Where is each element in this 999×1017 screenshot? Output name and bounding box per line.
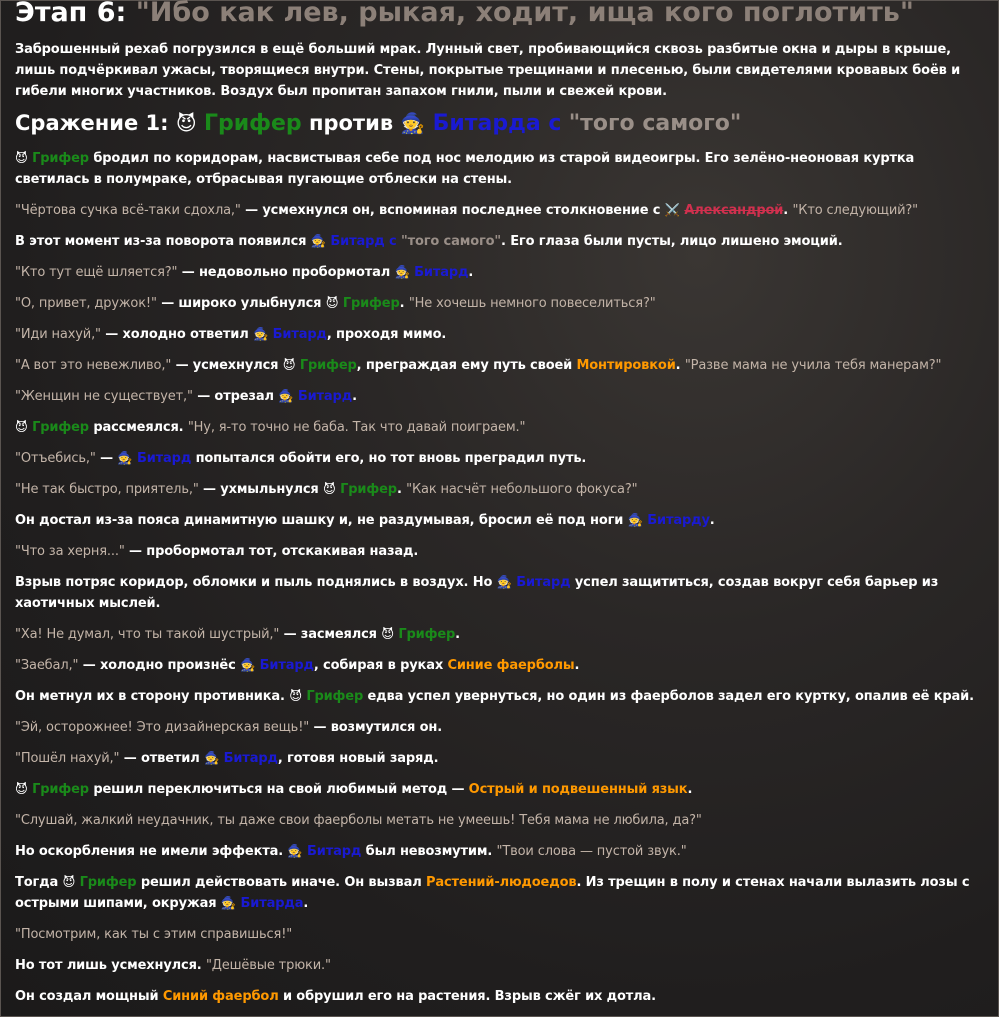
fighter-bitard: Битарда с [432, 111, 562, 136]
devil-icon: 😈 [323, 482, 336, 496]
grifer-name: Грифер [342, 296, 400, 311]
wizard-icon: 🧙 [496, 575, 512, 589]
narration: . [352, 389, 357, 404]
dialogue: "А вот это невежливо," [15, 358, 172, 373]
wizard-icon: 🧙 [203, 751, 220, 765]
wizard-icon: 🧙 [400, 111, 426, 135]
dialogue: "Слушай, жалкий неудачник, ты даже свои фаерболы метать не умеешь! Тебя мама не любила, да?" [15, 813, 702, 828]
story-paragraph [15, 293, 975, 314]
narration: и обрушил его на растения. Взрыв сжёг их дотла. [278, 989, 656, 1004]
grifer-name: Грифер [306, 689, 364, 704]
grifer-name: Грифер [32, 782, 89, 797]
dialogue: "Кто тут ещё шляется?" [15, 265, 178, 280]
dialogue: "Не так быстро, приятель," [15, 482, 199, 497]
narration: . [675, 358, 685, 373]
dialogue: "Женщин не существует," [15, 389, 193, 404]
dialogue: "Посмотрим, как ты с этим справишься!" [15, 927, 293, 942]
wizard-icon: 🧙 [253, 327, 269, 341]
narration: . [687, 782, 693, 797]
narration: — холодно ответил [100, 327, 253, 342]
narration: , готовя новый заряд. [277, 751, 439, 766]
battle-label: Сражение 1: [15, 111, 176, 135]
grifer-name: Грифер [32, 420, 89, 435]
narration: . Его глаза были пусты, лицо лишено эмоций. [501, 234, 843, 249]
story-paragraph [15, 624, 975, 645]
story-paragraph [15, 417, 975, 438]
intro-paragraph: Заброшенный рехаб погрузился в ещё больший мрак. Лунный свет, пробивающийся сквозь разбитые окна и дыры в крыше, лишь подчёркивал ужасы, творящиеся внутри. Стены, покрытые трещинами и плесенью, были свидетелями кровавых боёв и гибели многих участников. Воздух был пропитан запахом гнили, пыли и свежей крови. [15, 42, 961, 99]
bitard-name: Битард с [330, 234, 397, 249]
narration: попытался обойти его, но тот вновь преградил путь. [191, 451, 587, 466]
narration: бродил по коридорам, насвистывая себе под нос мелодию из старой видеоигры. Его зелёно-неоновая куртка светилась в полумраке, отбрасывая пугающие отблески на стены. [15, 151, 915, 187]
wizard-icon: 🧙 [220, 896, 237, 910]
narration: — [95, 451, 118, 466]
item-name: Растений-людоедов [425, 875, 577, 890]
bitard-name: Битарду [647, 513, 710, 528]
devil-icon: 😈 [15, 420, 28, 434]
devil-icon: 😈 [15, 782, 28, 796]
bitard-name: Битард [136, 451, 192, 466]
dialogue: "Разве мама не учила тебя манерам?" [684, 358, 942, 373]
bitard-name: Битард [297, 389, 353, 404]
narration: Взрыв потряс коридор, обломки и пыль поднялись в воздух. Но [15, 575, 497, 590]
story-paragraph [15, 231, 975, 252]
versus-label: против [301, 111, 401, 135]
item-name: Синий фаербол [162, 989, 279, 1004]
wizard-icon: 🧙 [394, 265, 410, 279]
bitard-suffix: "того самого" [400, 234, 502, 249]
narration: — усмехнулся [171, 358, 283, 373]
story-paragraph [15, 779, 975, 800]
swords-icon: ⚔️ [664, 203, 680, 217]
devil-icon: 😈 [62, 875, 76, 889]
story-paragraph [15, 810, 975, 831]
narration: Он метнул их в сторону противника. [15, 689, 290, 704]
grifer-name: Грифер [398, 627, 456, 642]
narration: . [303, 896, 309, 911]
battle-title [15, 109, 975, 138]
dialogue: "Пошёл нахуй," [15, 751, 120, 766]
fighter-grifer: Грифер [203, 111, 302, 136]
dialogue: "Ну, я-то точно не баба. Так что давай поиграем." [187, 420, 526, 435]
narration: , преграждая ему путь своей [356, 358, 577, 373]
dialogue: "О, привет, дружок!" [15, 296, 157, 311]
narration: . [396, 482, 407, 497]
story-paragraph [15, 872, 975, 914]
story-paragraph [15, 572, 975, 614]
bitard-name: Битард [414, 265, 469, 280]
story-paragraph [15, 448, 975, 469]
item-name: Монтировкой [576, 358, 676, 373]
story-paragraph [15, 986, 975, 1007]
narration: рассмеялся. [88, 420, 188, 435]
story-paragraph [15, 841, 975, 862]
dialogue: "Иди нахуй," [15, 327, 101, 342]
alexandra-name: Александрой [684, 203, 784, 218]
bitard-name: Битарда [240, 896, 304, 911]
narration: Он достал из-за пояса динамитную шашку и, не раздумывая, бросил её под ноги [15, 513, 628, 528]
grifer-name: Грифер [299, 358, 357, 373]
dialogue: "Ха! Не думал, что ты такой шустрый," [15, 627, 280, 642]
devil-icon: 😈 [175, 111, 197, 135]
dialogue: "Твои слова — пустой звук." [496, 844, 687, 859]
wizard-icon: 🧙 [117, 451, 133, 465]
grifer-name: Грифер [32, 151, 89, 166]
story-paragraph [15, 955, 975, 976]
narration: . [783, 203, 793, 218]
stage-title [15, 0, 975, 30]
devil-icon: 😈 [15, 151, 28, 165]
story-paragraph [15, 748, 975, 769]
bitard-name: Битард [307, 844, 362, 859]
narration: едва успел увернуться, но один из фаерболов задел его куртку, опалив её край. [363, 689, 974, 704]
devil-icon: 😈 [381, 627, 394, 641]
narration: . [399, 296, 409, 311]
narration: Тогда [15, 875, 63, 890]
story-paragraph [15, 510, 975, 531]
narration: — отрезал [192, 389, 279, 404]
narration: . [455, 627, 460, 642]
devil-icon: 😈 [282, 358, 296, 372]
story-paragraph [15, 924, 975, 945]
narration: — возмутился он. [309, 720, 443, 735]
dialogue: "Отъебись," [15, 451, 96, 466]
story-paragraph [15, 655, 975, 676]
narration: — засмеялся [279, 627, 382, 642]
item-name: Острый и подвешенный язык [468, 782, 688, 797]
story-paragraph [15, 324, 975, 345]
narration: — ответил [119, 751, 204, 766]
narration: решил переключиться на свой любимый метод — [88, 782, 469, 797]
item-name: Синие фаерболы [447, 658, 575, 673]
narration: , проходя мимо. [326, 327, 447, 342]
story-paragraph [15, 262, 975, 283]
devil-icon: 😈 [289, 689, 302, 703]
wizard-icon: 🧙 [287, 844, 303, 858]
wizard-icon: 🧙 [627, 513, 643, 527]
story-paragraph [15, 386, 975, 407]
narration: — усмехнулся он, вспоминая последнее столкновение с [240, 203, 665, 218]
story-paragraph [15, 717, 975, 738]
story-paragraph [15, 355, 975, 376]
narration: . Из трещин в полу и стенах начали вылазить лозы с острыми шипами, окружая [15, 875, 970, 911]
narration: . [468, 265, 474, 280]
dialogue: "Что за херня..." [15, 544, 125, 559]
wizard-icon: 🧙 [310, 234, 326, 248]
stage-quote: "Ибо как лев, рыкая, ходит, ища кого поглотить" [135, 0, 914, 28]
bitard-name: Битард [516, 575, 571, 590]
dialogue: "Заебал," [15, 658, 79, 673]
story-paragraph [15, 200, 975, 221]
narration: — пробормотал тот, отскакивая назад. [124, 544, 419, 559]
dialogue: "Кто следующий?" [792, 203, 919, 218]
dialogue: "Эй, осторожнее! Это дизайнерская вещь!" [15, 720, 310, 735]
narration: — недовольно пробормотал [177, 265, 395, 280]
narration: Но оскорбления не имели эффекта. [15, 844, 288, 859]
dialogue: "Чёртова сучка всё-таки сдохла," [15, 203, 241, 218]
story-paragraph [15, 148, 975, 190]
narration: — ухмыльнулся [198, 482, 323, 497]
story-paragraph [15, 686, 975, 707]
narration: . [709, 513, 715, 528]
narration: — широко улыбнулся [156, 296, 326, 311]
wizard-icon: 🧙 [240, 658, 256, 672]
bitard-name: Битард [272, 327, 327, 342]
narration: — холодно произнёс [78, 658, 241, 673]
narration: . [574, 658, 580, 673]
narration: В этот момент из-за поворота появился [15, 234, 311, 249]
narration: Он создал мощный [15, 989, 163, 1004]
dialogue: "Дешёвые трюки." [205, 958, 331, 973]
bitard-name: Битард [259, 658, 314, 673]
grifer-name: Грифер [340, 482, 397, 497]
narration: , собирая в руках [313, 658, 448, 673]
fighter-bitard-suffix: "того самого" [568, 111, 742, 136]
devil-icon: 😈 [325, 296, 339, 310]
narration: Но тот лишь усмехнулся. [15, 958, 206, 973]
stage-label: Этап 6: [15, 0, 136, 28]
dialogue: "Как насчёт небольшого фокуса?" [406, 482, 638, 497]
bitard-name: Битард [223, 751, 278, 766]
story-paragraph [15, 541, 975, 562]
wizard-icon: 🧙 [278, 389, 294, 403]
story-content [15, 0, 975, 1007]
narration: был невозмутим. [361, 844, 497, 859]
narration: решил действовать иначе. Он вызвал [136, 875, 426, 890]
narration: успел защититься, создав вокруг себя барьер из хаотичных мыслей. [15, 575, 939, 611]
grifer-name: Грифер [79, 875, 137, 890]
dialogue: "Не хочешь немного повеселиться?" [408, 296, 656, 311]
story-paragraph [15, 479, 975, 500]
